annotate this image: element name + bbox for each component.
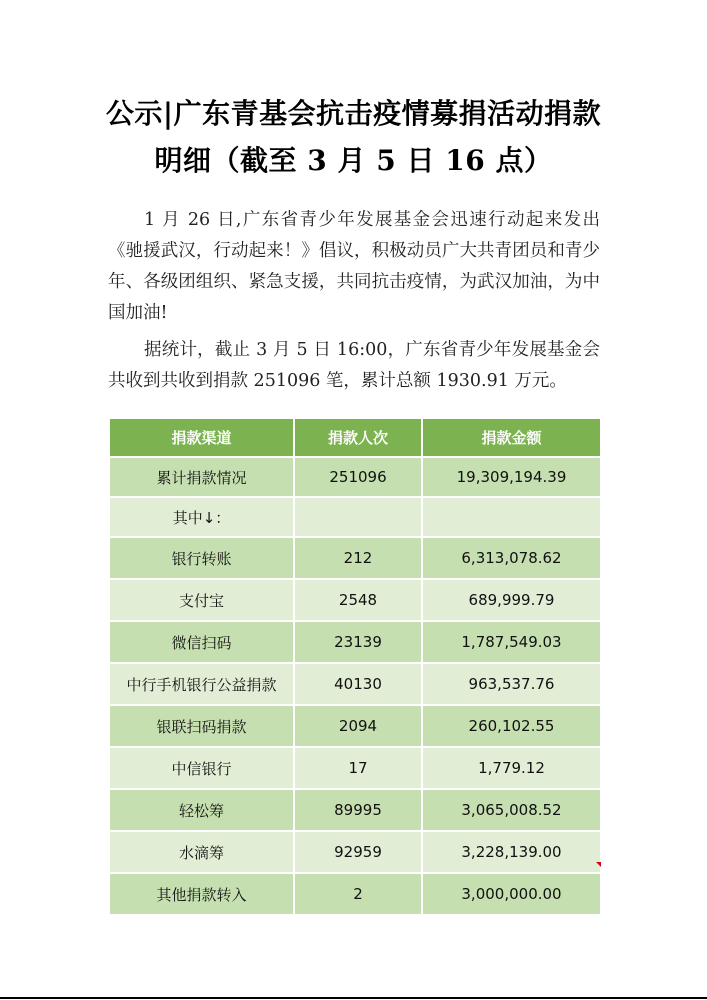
table-row <box>109 831 601 873</box>
count-cell: 23139 <box>294 621 422 663</box>
count-cell: 92959 <box>294 831 422 873</box>
count-cell: 89995 <box>294 789 422 831</box>
channel-cell: 累计捐款情况 <box>109 457 294 497</box>
header-donor-count: 捐款人次 <box>294 418 422 457</box>
table-row <box>109 537 601 579</box>
page-subtitle: 明细（截至 3 月 5 日 16 点） <box>154 144 553 177</box>
count-cell: 2 <box>294 873 422 915</box>
channel-cell: 轻松筹 <box>109 789 294 831</box>
table-row <box>109 873 601 915</box>
count-cell: 17 <box>294 747 422 789</box>
comment-marker-icon <box>596 862 601 867</box>
table-row <box>109 789 601 831</box>
table-header-row <box>109 418 601 457</box>
count-cell: 2094 <box>294 705 422 747</box>
table-row <box>109 663 601 705</box>
channel-cell: 支付宝 <box>109 579 294 621</box>
count-cell: 40130 <box>294 663 422 705</box>
amount-cell: 19,309,194.39 <box>422 457 601 497</box>
count-cell: 2548 <box>294 579 422 621</box>
donation-table <box>108 417 602 916</box>
header-channel: 捐款渠道 <box>109 418 294 457</box>
channel-cell: 中行手机银行公益捐款 <box>109 663 294 705</box>
amount-cell: 1,787,549.03 <box>422 621 601 663</box>
page-title: 公示|广东青基会抗击疫情募捐活动捐款 <box>105 97 602 130</box>
channel-cell: 微信扫码 <box>109 621 294 663</box>
page-bottom-rule <box>0 997 707 999</box>
channel-cell: 银联扫码捐款 <box>109 705 294 747</box>
count-cell: 251096 <box>294 457 422 497</box>
channel-cell: 银行转账 <box>109 537 294 579</box>
table-row <box>109 579 601 621</box>
amount-cell: 6,313,078.62 <box>422 537 601 579</box>
amount-cell <box>422 497 601 537</box>
table-row <box>109 705 601 747</box>
amount-cell: 3,000,000.00 <box>422 873 601 915</box>
channel-cell: 其他捐款转入 <box>109 873 294 915</box>
intro-paragraph: 1 月 26 日,广东省青少年发展基金会迅速行动起来发出《驰援武汉，行动起来！》倡议，积极动员广大共青团员和青少年、各级团组织、紧急支援，共同抗击疫情，为武汉加油，为中国加油! <box>108 210 600 323</box>
amount-cell: 3,228,139.00 <box>422 831 601 873</box>
count-cell: 212 <box>294 537 422 579</box>
table-row <box>109 621 601 663</box>
amount-cell: 963,537.76 <box>422 663 601 705</box>
amount-cell: 689,999.79 <box>422 579 601 621</box>
amount-cell: 260,102.55 <box>422 705 601 747</box>
amount-cell: 3,065,008.52 <box>422 789 601 831</box>
table-row <box>109 747 601 789</box>
channel-cell: 水滴筹 <box>109 831 294 873</box>
header-amount: 捐款金额 <box>422 418 601 457</box>
table-row <box>109 457 601 497</box>
count-cell <box>294 497 422 537</box>
amount-cell: 1,779.12 <box>422 747 601 789</box>
channel-cell: 中信银行 <box>109 747 294 789</box>
table-row <box>109 497 601 537</box>
statistics-paragraph: 据统计，截止 3 月 5 日 16:00，广东省青少年发展基金会共收到共收到捐款 251096 笔，累计总额 1930.91 万元。 <box>108 340 600 391</box>
channel-cell: 其中↓： <box>109 497 294 537</box>
